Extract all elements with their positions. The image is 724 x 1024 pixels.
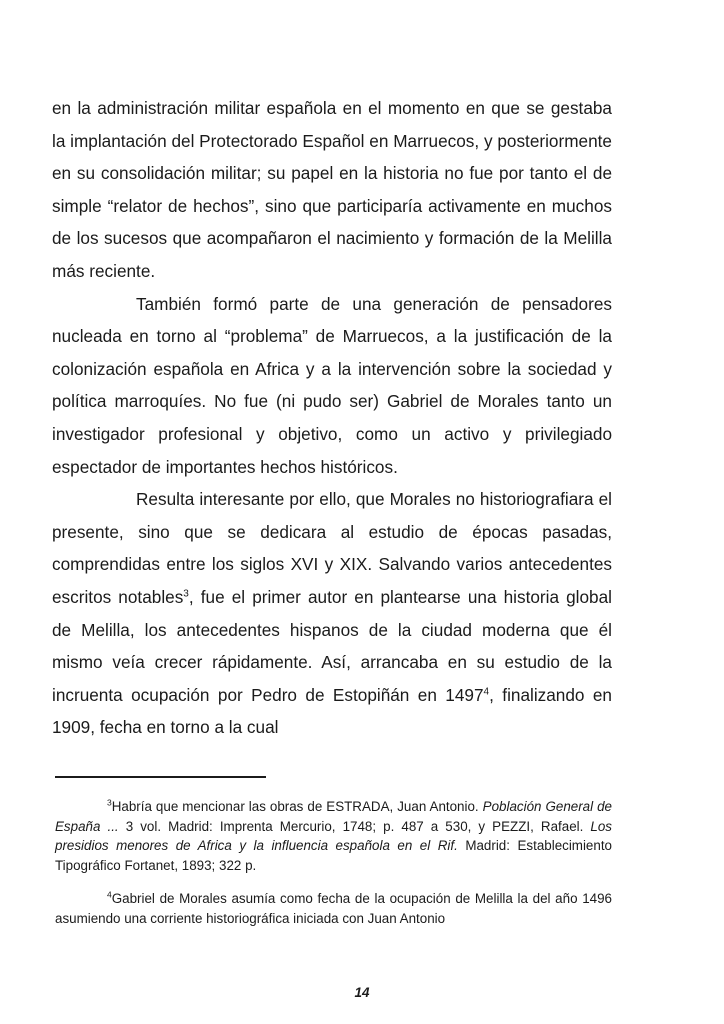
- footnote-4-text: Gabriel de Morales asumía como fecha de la ocupación de Melilla la del año 1496 asumiendo una corriente historiográfica iniciada con Juan Antonio: [55, 891, 612, 926]
- paragraph-3-part-c: , finalizando en 1909, fecha en torno a la cual: [52, 684, 612, 738]
- footnote-3-text-a: Habría que mencionar las obras de ESTRADA, Juan Antonio.: [111, 799, 483, 814]
- footnote-4: [55, 889, 612, 928]
- paragraph-3-part-a: Resulta interesante por ello, que Morales no historiografiara el presente, sino que se dedicara al estudio de épocas pasadas, comprendidas entre los siglos XVI y XIX. Salvando varios antecedentes escritos notables: [52, 489, 612, 607]
- footnote-3-marker: 3: [107, 797, 112, 808]
- footnote-3-title-a: Población General de España ...: [55, 799, 612, 834]
- footnote-separator: [55, 776, 266, 778]
- footnote-3-text-c: Madrid: Establecimiento Tipográfico Fortanet, 1893; 322 p.: [55, 838, 612, 873]
- footnote-ref-4: 4: [483, 685, 490, 697]
- paragraph-1: en la administración militar española en el momento en que se gestaba la implantación del Protectorado Español en Marruecos, y posteriormente en su consolidación militar; su papel en la historia no fue por tanto el de simple “relator de hechos”, sino que participaría activamente en muchos de los sucesos que acompañaron el nacimiento y formación de la Melilla más reciente.: [52, 98, 612, 281]
- footnote-3: [55, 797, 612, 875]
- footnote-3-text-b: 3 vol. Madrid: Imprenta Mercurio, 1748; p. 487 a 530, y PEZZI, Rafael.: [118, 818, 591, 834]
- footnote-3-title-b: Los presidios menores de Africa y la influencia española en el Rif.: [55, 818, 612, 854]
- footnote-4-marker: 4: [107, 889, 112, 900]
- paragraph-3-part-b: , fue el primer autor en plantearse una historia global de Melilla, los antecedentes hispanos de la ciudad moderna que él mismo veía crecer rápidamente. Así, arrancaba en su estudio de la incruenta ocupación por Pedro de Estopiñán en 1497: [52, 586, 612, 705]
- paragraph-3: [52, 483, 612, 744]
- page-number: 14: [354, 985, 370, 1000]
- paragraph-2: También formó parte de una generación de pensadores nucleada en torno al “problema” de Marruecos, a la justificación de la colonización española en Africa y a la intervención sobre la sociedad y política marroquíes. No fue (ni pudo ser) Gabriel de Morales tanto un investigador profesional y objetivo, como un activo y privilegiado espectador de importantes hechos históricos.: [52, 293, 612, 477]
- body-text: [52, 92, 612, 744]
- footnotes: [55, 797, 612, 943]
- footnote-ref-3: 3: [183, 588, 189, 600]
